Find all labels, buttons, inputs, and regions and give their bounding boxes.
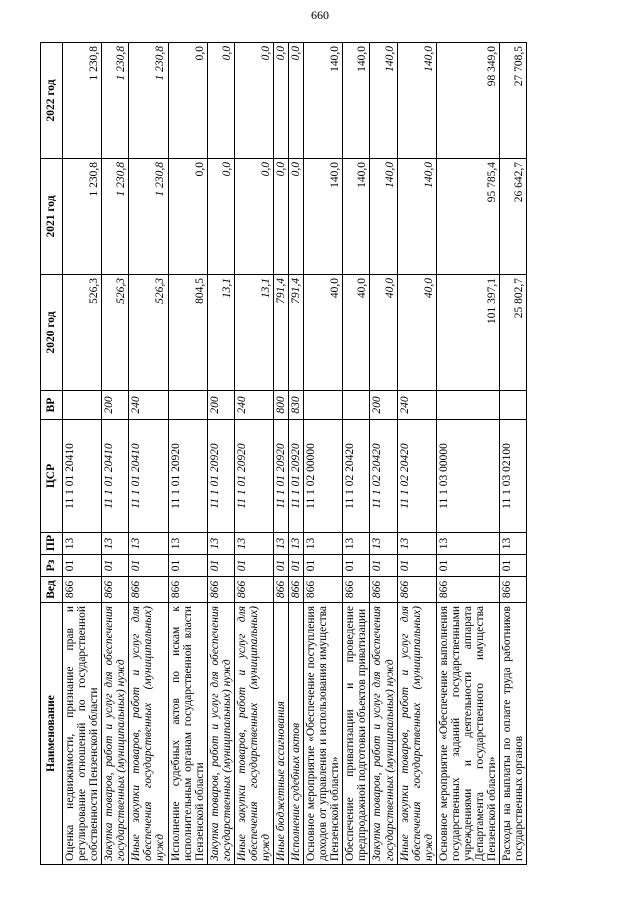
- table-row: [274, 43, 289, 865]
- cell-2020: 526,3: [129, 275, 168, 391]
- cell-rz: 01: [436, 555, 499, 577]
- cell-pr: 13: [289, 533, 304, 555]
- cell-rz: 01: [207, 555, 234, 577]
- budget-table: [40, 42, 527, 865]
- header-name: Наименование: [41, 603, 63, 865]
- cell-vr: 240: [234, 391, 273, 420]
- cell-ved: 866: [63, 577, 102, 603]
- cell-pr: 13: [397, 533, 436, 555]
- cell-vr: [343, 391, 370, 420]
- cell-rz: 01: [168, 555, 207, 577]
- cell-2022: 98 349,0: [436, 43, 499, 159]
- cell-vr: [168, 391, 207, 420]
- cell-2022: 0,0: [168, 43, 207, 159]
- cell-2021: 0,0: [289, 159, 304, 275]
- cell-2022: 140,0: [304, 43, 343, 159]
- table-header-row: [41, 43, 63, 865]
- cell-csr: 11 1 01 20410: [63, 420, 102, 533]
- cell-rz: 01: [63, 555, 102, 577]
- cell-ved: 866: [207, 577, 234, 603]
- table-row: [168, 43, 207, 865]
- cell-pr: 13: [370, 533, 397, 555]
- cell-2021: 0,0: [207, 159, 234, 275]
- cell-pr: 13: [304, 533, 343, 555]
- cell-vr: 200: [102, 391, 129, 420]
- cell-2020: 526,3: [102, 275, 129, 391]
- table-row: [397, 43, 436, 865]
- cell-2020: 101 397,1: [436, 275, 499, 391]
- cell-vr: [436, 391, 499, 420]
- cell-name: Обеспечение приватизации и проведение предпродажной подготовки объектов приватизации: [343, 603, 370, 865]
- cell-vr: 240: [129, 391, 168, 420]
- cell-2022: 0,0: [234, 43, 273, 159]
- cell-ved: 866: [168, 577, 207, 603]
- cell-2020: 791,4: [274, 275, 289, 391]
- cell-name: Основное мероприятие «Обеспечение поступления доходов от управления и использования имущества Пензенской области»: [304, 603, 343, 865]
- header-2021: 2021 год: [41, 159, 63, 275]
- cell-rz: 01: [397, 555, 436, 577]
- cell-2022: 0,0: [274, 43, 289, 159]
- header-rz: Рз: [41, 555, 63, 577]
- cell-vr: [304, 391, 343, 420]
- cell-2020: 25 802,7: [500, 275, 527, 391]
- cell-vr: 240: [397, 391, 436, 420]
- cell-2020: 526,3: [63, 275, 102, 391]
- header-csr: ЦСР: [41, 420, 63, 533]
- cell-ved: 866: [436, 577, 499, 603]
- table-row: [370, 43, 397, 865]
- header-ved: Вед: [41, 577, 63, 603]
- cell-2020: 791,4: [289, 275, 304, 391]
- table-row: [63, 43, 102, 865]
- cell-2021: 26 642,7: [500, 159, 527, 275]
- cell-vr: 800: [274, 391, 289, 420]
- rotated-table-container: [40, 43, 600, 865]
- cell-pr: 13: [63, 533, 102, 555]
- cell-2022: 1 230,8: [63, 43, 102, 159]
- cell-csr: 11 1 03 00000: [436, 420, 499, 533]
- cell-csr: 11 1 02 20420: [370, 420, 397, 533]
- cell-2021: 95 785,4: [436, 159, 499, 275]
- cell-name: Закупка товаров, работ и услуг для обеспечения государственных (муниципальных) нужд: [370, 603, 397, 865]
- cell-csr: 11 1 02 20420: [343, 420, 370, 533]
- cell-rz: 01: [289, 555, 304, 577]
- cell-2021: 1 230,8: [129, 159, 168, 275]
- cell-ved: 866: [289, 577, 304, 603]
- cell-ved: 866: [304, 577, 343, 603]
- cell-ved: 866: [234, 577, 273, 603]
- cell-ved: 866: [397, 577, 436, 603]
- cell-2020: 40,0: [304, 275, 343, 391]
- header-vr: ВР: [41, 391, 63, 420]
- cell-rz: 01: [234, 555, 273, 577]
- table-row: [102, 43, 129, 865]
- cell-vr: 200: [207, 391, 234, 420]
- cell-csr: 11 1 01 20920: [274, 420, 289, 533]
- cell-2022: 1 230,8: [102, 43, 129, 159]
- cell-rz: 01: [102, 555, 129, 577]
- cell-name: Оценка недвижимости, признание прав и регулирование отношений по государственной собственности Пензенской области: [63, 603, 102, 865]
- cell-ved: 866: [370, 577, 397, 603]
- table-row: [304, 43, 343, 865]
- cell-pr: 13: [168, 533, 207, 555]
- cell-rz: 01: [343, 555, 370, 577]
- cell-csr: 11 1 02 00000: [304, 420, 343, 533]
- cell-csr: 11 1 03 02100: [500, 420, 527, 533]
- cell-csr: 11 1 01 20920: [289, 420, 304, 533]
- header-pr: ПР: [41, 533, 63, 555]
- cell-name: Иные бюджетные ассигнования: [274, 603, 289, 865]
- cell-name: Основное мероприятие «Обеспечение выполнения государственных заданий государственными учреждениями и деятельности аппарата Департамента государственного имущества Пензенской области»: [436, 603, 499, 865]
- cell-2022: 1 230,8: [129, 43, 168, 159]
- cell-csr: 11 1 02 20420: [397, 420, 436, 533]
- cell-2021: 0,0: [274, 159, 289, 275]
- cell-2021: 140,0: [397, 159, 436, 275]
- cell-name: Расходы на выплаты по оплате труда работников государственных органов: [500, 603, 527, 865]
- cell-csr: 11 1 01 20920: [168, 420, 207, 533]
- cell-vr: 830: [289, 391, 304, 420]
- cell-csr: 11 1 01 20920: [234, 420, 273, 533]
- cell-csr: 11 1 01 20410: [102, 420, 129, 533]
- cell-ved: 866: [274, 577, 289, 603]
- cell-2022: 140,0: [370, 43, 397, 159]
- cell-2021: 140,0: [343, 159, 370, 275]
- cell-rz: 01: [500, 555, 527, 577]
- cell-name: Исполнение судебных актов: [289, 603, 304, 865]
- cell-pr: 13: [102, 533, 129, 555]
- cell-2021: 140,0: [304, 159, 343, 275]
- cell-rz: 01: [304, 555, 343, 577]
- cell-name: Иные закупки товаров, работ и услуг для обеспечения государственных (муниципальных) нужд: [234, 603, 273, 865]
- header-2022: 2022 год: [41, 43, 63, 159]
- cell-name: Иные закупки товаров, работ и услуг для обеспечения государственных (муниципальных) нужд: [129, 603, 168, 865]
- cell-2022: 140,0: [343, 43, 370, 159]
- cell-2020: 804,5: [168, 275, 207, 391]
- cell-pr: 13: [343, 533, 370, 555]
- cell-2021: 1 230,8: [63, 159, 102, 275]
- cell-2020: 40,0: [343, 275, 370, 391]
- table-row: [500, 43, 527, 865]
- cell-name: Закупка товаров, работ и услуг для обеспечения государственных (муниципальных) нужд: [207, 603, 234, 865]
- cell-2020: 13,1: [207, 275, 234, 391]
- table-row: [129, 43, 168, 865]
- cell-2022: 0,0: [289, 43, 304, 159]
- header-2020: 2020 год: [41, 275, 63, 391]
- cell-ved: 866: [500, 577, 527, 603]
- cell-ved: 866: [102, 577, 129, 603]
- cell-vr: [500, 391, 527, 420]
- cell-2020: 40,0: [370, 275, 397, 391]
- cell-pr: 13: [436, 533, 499, 555]
- cell-rz: 01: [274, 555, 289, 577]
- table-row: [207, 43, 234, 865]
- cell-vr: 200: [370, 391, 397, 420]
- cell-rz: 01: [129, 555, 168, 577]
- cell-name: Закупка товаров, работ и услуг для обеспечения государственных (муниципальных) нужд: [102, 603, 129, 865]
- table-row: [436, 43, 499, 865]
- cell-2021: 1 230,8: [102, 159, 129, 275]
- cell-2021: 0,0: [168, 159, 207, 275]
- cell-2022: 0,0: [207, 43, 234, 159]
- page-number: 660: [311, 8, 329, 22]
- cell-pr: 13: [207, 533, 234, 555]
- table-row: [289, 43, 304, 865]
- cell-2020: 40,0: [397, 275, 436, 391]
- table-row: [234, 43, 273, 865]
- cell-pr: 13: [129, 533, 168, 555]
- cell-pr: 13: [234, 533, 273, 555]
- cell-2021: 0,0: [234, 159, 273, 275]
- cell-rz: 01: [370, 555, 397, 577]
- cell-2021: 140,0: [370, 159, 397, 275]
- cell-2022: 27 708,5: [500, 43, 527, 159]
- cell-csr: 11 1 01 20410: [129, 420, 168, 533]
- cell-name: Иные закупки товаров, работ и услуг для обеспечения государственных (муниципальных) нужд: [397, 603, 436, 865]
- cell-vr: [63, 391, 102, 420]
- cell-csr: 11 1 01 20920: [207, 420, 234, 533]
- cell-2022: 140,0: [397, 43, 436, 159]
- cell-ved: 866: [129, 577, 168, 603]
- cell-name: Исполнение судебных актов по искам к исполнительным органам государственной власти Пензенской области: [168, 603, 207, 865]
- cell-pr: 13: [500, 533, 527, 555]
- cell-pr: 13: [274, 533, 289, 555]
- table-row: [343, 43, 370, 865]
- cell-ved: 866: [343, 577, 370, 603]
- cell-2020: 13,1: [234, 275, 273, 391]
